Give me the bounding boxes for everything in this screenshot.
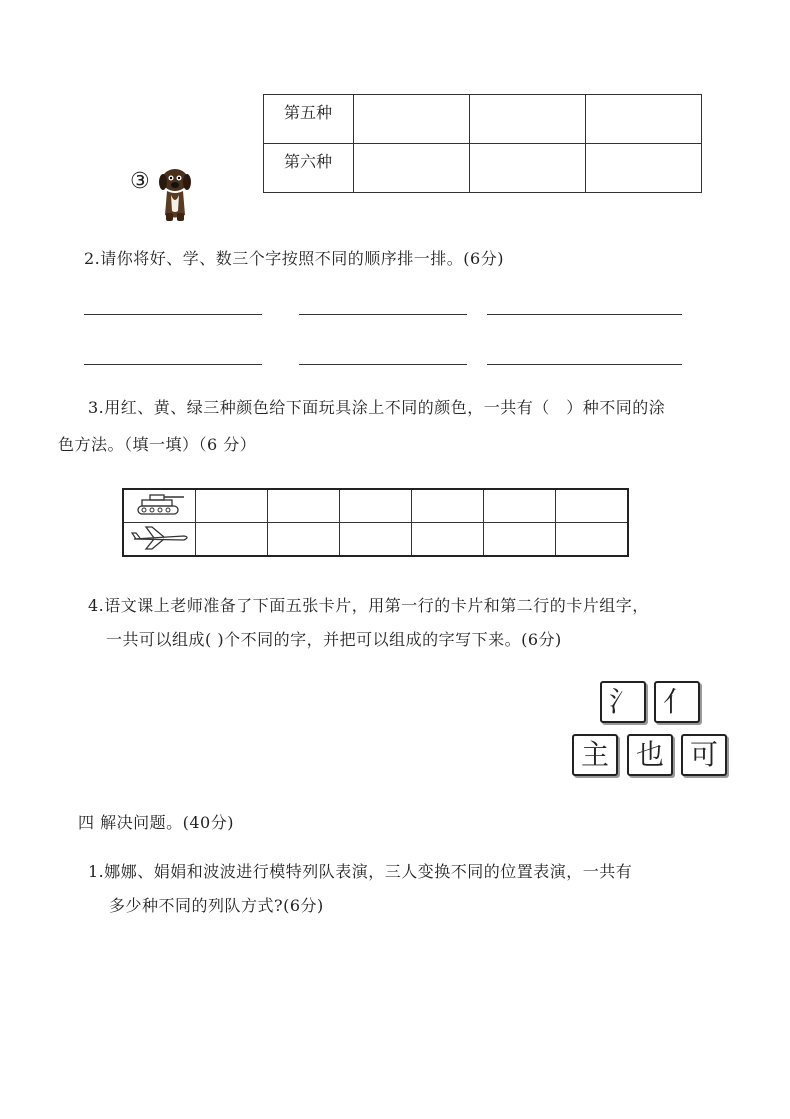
color-cell[interactable] <box>196 523 268 557</box>
answer-line[interactable] <box>487 364 682 365</box>
airplane-icon <box>124 523 194 551</box>
answer-cell[interactable] <box>586 95 702 144</box>
toy-cell <box>123 489 196 523</box>
tank-icon <box>124 490 194 518</box>
answer-line[interactable] <box>299 314 467 315</box>
section-heading: 四 解决问题。(40分) <box>78 813 234 832</box>
answer-cell[interactable] <box>586 144 702 193</box>
color-cell[interactable] <box>556 523 629 557</box>
circled-number: ③ <box>130 169 150 194</box>
answer-line[interactable] <box>84 314 262 315</box>
arrangement-table <box>263 94 702 193</box>
row-label: 第五种 <box>264 95 354 144</box>
answer-cell[interactable] <box>470 144 586 193</box>
question-2: 2.请你将好、学、数三个字按照不同的顺序排一排。(6分) <box>84 249 504 268</box>
table-row <box>264 95 702 144</box>
character-card: 亻 <box>654 681 700 723</box>
problem-1-line1: 1.娜娜、娟娟和波波进行模特列队表演，三人变换不同的位置表演，一共有 <box>88 862 633 881</box>
color-cell[interactable] <box>340 489 412 523</box>
character-card: 可 <box>681 734 727 776</box>
character-card: 也 <box>627 734 673 776</box>
toy-cell <box>123 523 196 557</box>
color-cell[interactable] <box>484 489 556 523</box>
answer-line[interactable] <box>84 364 262 365</box>
table-row <box>264 144 702 193</box>
problem-1-line2: 多少种不同的列队方式?(6分) <box>109 896 324 915</box>
question-3-line2: 色方法。（填一填）（6 分） <box>58 435 257 454</box>
color-cell[interactable] <box>340 523 412 557</box>
table-row <box>123 489 628 523</box>
question-4-line1: 4.语文课上老师准备了下面五张卡片，用第一行的卡片和第二行的卡片组字， <box>88 596 649 615</box>
color-cell[interactable] <box>556 489 629 523</box>
character-card: 主 <box>572 734 618 776</box>
dog-icon <box>155 165 195 223</box>
color-cell[interactable] <box>268 523 340 557</box>
answer-cell[interactable] <box>354 144 470 193</box>
answer-line[interactable] <box>487 314 682 315</box>
question-4-line2: 一共可以组成( )个不同的字，并把可以组成的字写下来。(6分) <box>106 630 562 649</box>
question-3-line1: 3.用红、黄、绿三种颜色给下面玩具涂上不同的颜色，一共有（ ）种不同的涂 <box>88 398 666 417</box>
table-row <box>123 523 628 557</box>
toy-color-table <box>122 488 629 557</box>
color-cell[interactable] <box>412 523 484 557</box>
answer-line[interactable] <box>299 364 467 365</box>
color-cell[interactable] <box>484 523 556 557</box>
character-card: 氵 <box>600 681 646 723</box>
answer-cell[interactable] <box>354 95 470 144</box>
row-label: 第六种 <box>264 144 354 193</box>
answer-cell[interactable] <box>470 95 586 144</box>
color-cell[interactable] <box>196 489 268 523</box>
color-cell[interactable] <box>412 489 484 523</box>
color-cell[interactable] <box>268 489 340 523</box>
